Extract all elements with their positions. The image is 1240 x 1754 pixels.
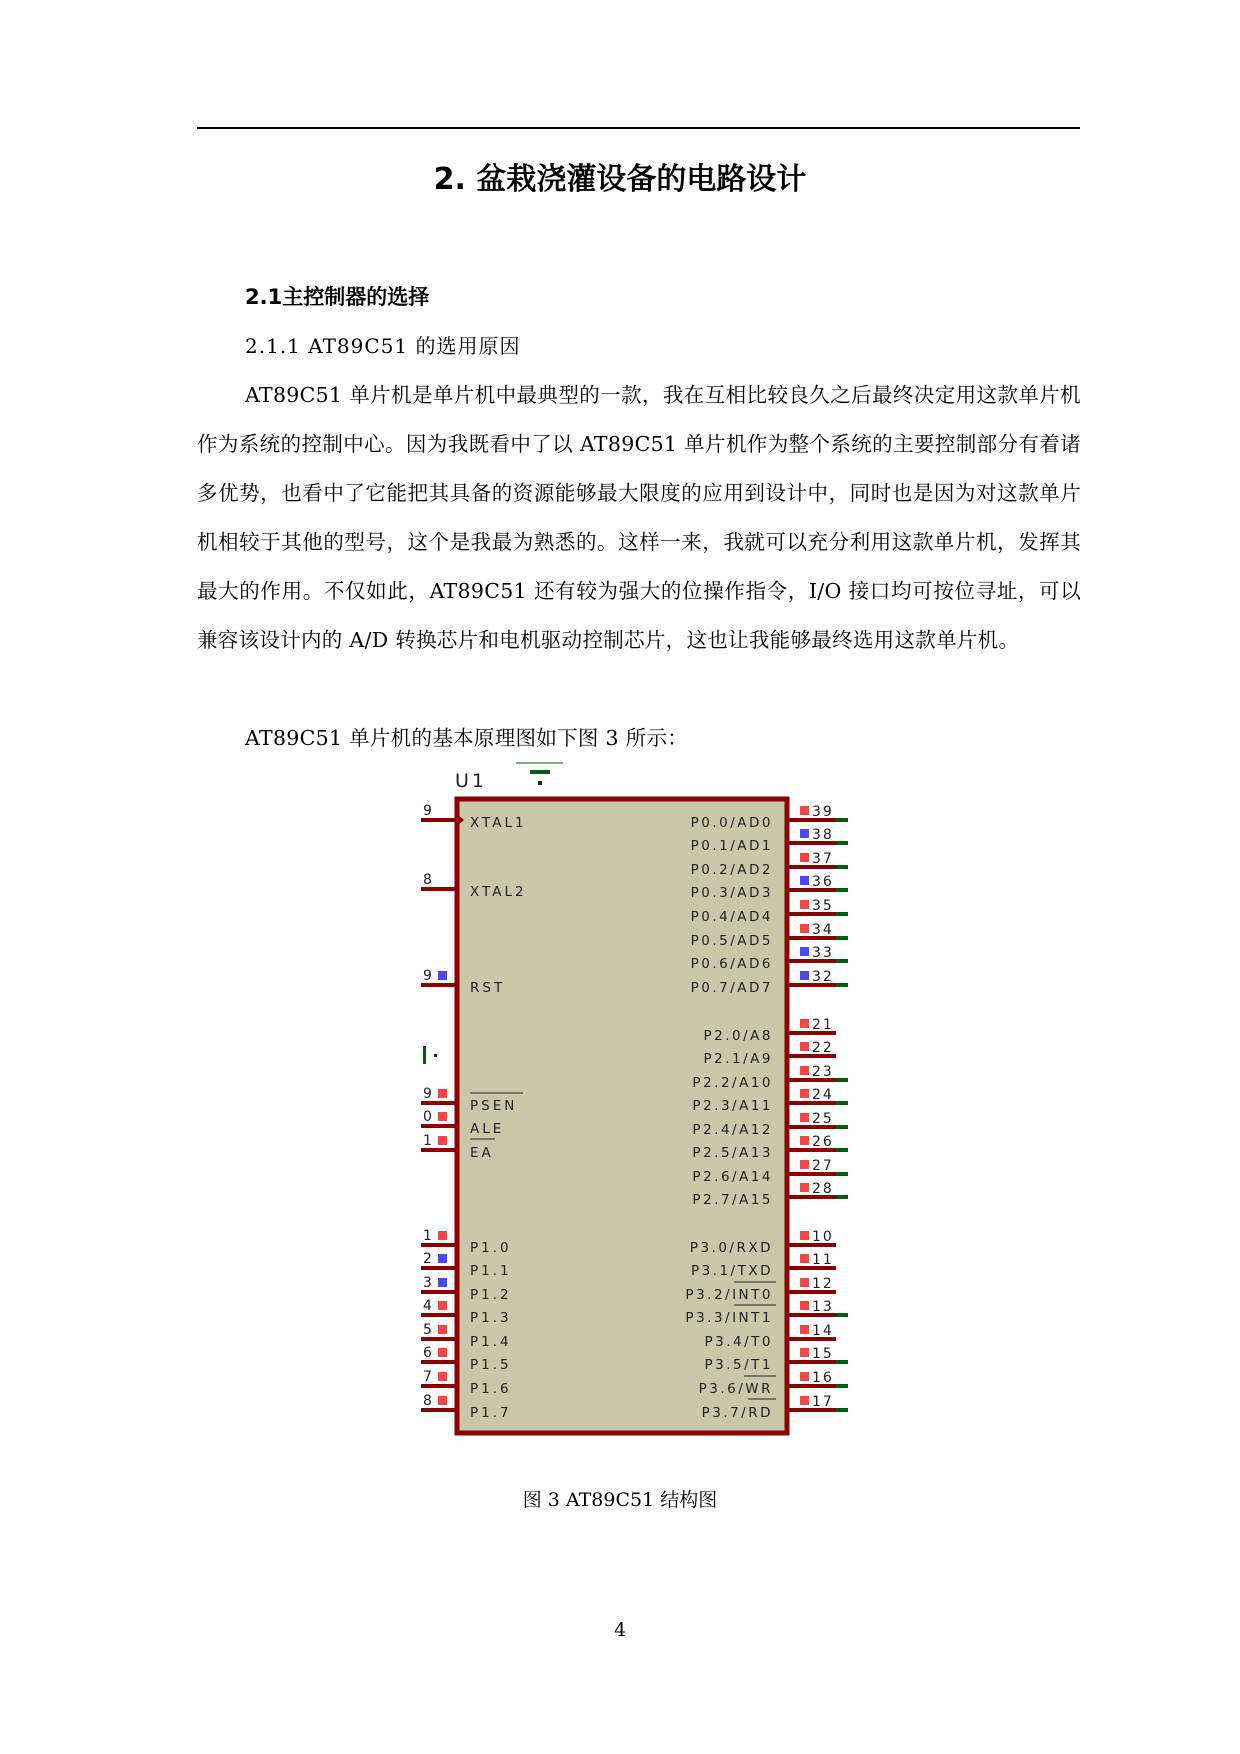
pin-number: 35 [812,898,834,914]
pin-number: 23 [812,1064,834,1080]
pin-number: 24 [812,1087,834,1103]
pin-label: P2.3/A11 [692,1098,773,1114]
figure-intro-paragraph: AT89C51 单片机的基本原理图如下图 3 所示： [245,726,689,750]
subsection-heading: 2.1.1 AT89C51 的选用原因 [245,334,521,358]
pin-number: 28 [812,1181,834,1197]
pin-label: P1.6 [470,1381,512,1397]
pin-state-high [438,1325,447,1334]
pin-state-low [438,1254,447,1263]
pin-state-low [438,971,447,980]
pin-label: P1.4 [470,1334,512,1350]
pin-number: 39 [812,804,834,820]
pin-label: RST [470,980,506,996]
pin-number: 21 [812,1017,834,1033]
pin-label: P3.5/T1 [704,1357,773,1373]
pin-number: 16 [812,1370,834,1386]
pin-label: P1.2 [470,1287,512,1303]
pin-number: 11 [812,1252,834,1268]
pin-label: P3.6/WR [698,1381,773,1397]
pin-label: ALE [470,1121,505,1137]
pin-label: P3.2/INT0 [685,1287,773,1303]
pin-number: 34 [812,922,834,938]
pin-label: P1.7 [470,1405,512,1421]
pin-label: P0.1/AD1 [690,838,773,854]
figure-caption: 图 3 AT89C51 结构图 [522,1489,718,1511]
ground-symbol-icon [516,763,563,785]
pin-number: 27 [812,1158,834,1174]
pin-number: 6 [423,1345,432,1361]
pin-label: P3.1/TXD [690,1263,773,1279]
pin-label: P0.2/AD2 [690,862,773,878]
pin-label: P1.5 [470,1357,512,1373]
pin-number: 5 [423,1322,432,1338]
pin-state-high [438,1301,447,1310]
pin-label: P0.4/AD4 [690,909,773,925]
pin-state-high [438,1396,447,1405]
pin-state-low [438,1278,447,1287]
pin-number: 8 [423,1393,432,1409]
right-pin-numbers [812,804,834,1410]
pin-number: 17 [812,1394,834,1410]
pin-number: 22 [812,1040,834,1056]
pin-number: 1 [423,1228,432,1244]
pin-state-high [438,1136,447,1145]
pin-label: P2.1/A9 [703,1051,773,1067]
pin-label: P2.2/A10 [692,1075,773,1091]
pin-label: P2.6/A14 [692,1169,773,1185]
pin-number: 2 [423,1251,432,1267]
pin-label: P0.6/AD6 [690,956,773,972]
pin-number: 10 [812,1229,834,1245]
pin-state-high [438,1231,447,1240]
header-rule [197,127,1080,129]
body-paragraph: AT89C51 单片机是单片机中最典型的一款，我在互相比较良久之后最终决定用这款单片机作为系统的控制中心。因为我既看中了以 AT89C51 单片机作为整个系统的主要控制部分有着诸多优势，也看中了它能把其具备的资源能够最大限度的应用到设计中，同时也是因为对这款单片机相较于其他的型号，这个是我最为熟悉的。这样一来，我就可以充分利用这款单片机，发挥其最大的作用。不仅如此，AT89C51 还有较为强大的位操作指令，I/O 接口均可按位寻址，可以兼容该设计内的 A/D 转换芯片和电机驱动控制芯片，这也让我能够最终选用这款单片机。 [197,383,1081,652]
section-heading: 2.1主控制器的选择 [245,285,430,309]
probe-marker-icon [423,1046,437,1064]
pin-label: P3.4/T0 [704,1334,773,1350]
page-number: 4 [613,1619,627,1641]
pin-number: 33 [812,945,834,961]
pin-number: 12 [812,1276,834,1292]
pin-number: 4 [423,1298,432,1314]
pin-number: 0 [423,1109,432,1125]
pin-number: 36 [812,874,834,890]
pin-label: P0.0/AD0 [690,815,773,831]
pin-label: P2.5/A13 [692,1145,773,1161]
pin-label: P0.7/AD7 [690,980,773,996]
pin-number: 9 [423,803,432,819]
pin-state-high [438,1348,447,1357]
pin-state-high [438,1372,447,1381]
pin-number: 26 [812,1134,834,1150]
pin-number: 9 [423,1086,432,1102]
pin-label: P1.3 [470,1310,512,1326]
pin-number: 9 [423,968,432,984]
pin-label: P0.5/AD5 [690,933,773,949]
pin-number: 37 [812,851,834,867]
component-ref: U1 [455,770,487,792]
pin-label: EA [470,1145,494,1161]
pin-label: P3.3/INT1 [685,1310,773,1326]
pin-number: 32 [812,969,834,985]
pin-number: 3 [423,1275,432,1291]
at89c51-schematic [400,750,880,1450]
pin-state-high [438,1089,447,1098]
pin-label: P1.0 [470,1240,512,1256]
left-pin-numbers [423,803,432,1409]
pin-state-high [438,1112,447,1121]
pin-label: PSEN [470,1098,518,1114]
pin-number: 1 [423,1133,432,1149]
pin-number: 25 [812,1111,834,1127]
pin-label: P3.7/RD [701,1405,773,1421]
pin-label: P0.3/AD3 [690,885,773,901]
pin-label: P2.0/A8 [703,1028,773,1044]
pin-label: XTAL2 [470,884,527,900]
pin-label: P2.7/A15 [692,1192,773,1208]
pin-label: P3.0/RXD [689,1240,773,1256]
pin-label: P1.1 [470,1263,512,1279]
pin-label: P2.4/A12 [692,1122,773,1138]
pin-number: 13 [812,1299,834,1315]
pin-label: XTAL1 [470,815,527,831]
pin-number: 15 [812,1346,834,1362]
pin-number: 38 [812,827,834,843]
pin-number: 8 [423,872,432,888]
pin-number: 7 [423,1369,432,1385]
pin-number: 14 [812,1323,834,1339]
chapter-title: 2. 盆栽浇灌设备的电路设计 [433,162,807,197]
